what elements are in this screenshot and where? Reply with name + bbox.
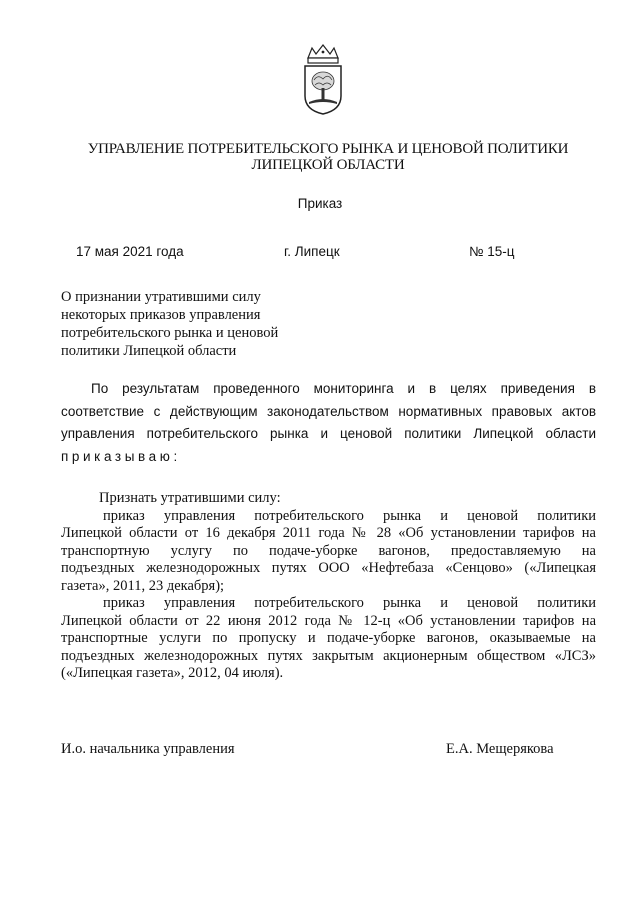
signatory-name: Е.А. Мещерякова bbox=[446, 741, 554, 757]
preamble bbox=[61, 378, 596, 468]
document-city: г. Липецк bbox=[284, 244, 340, 259]
order-item-line: приказ управления потребительского рынка и ценовой политики bbox=[103, 595, 596, 611]
document-type: Приказ bbox=[297, 196, 343, 211]
order-item-line: Липецкой области от 22 июня 2012 года № 12-ц «Об установлении тарифов на bbox=[61, 612, 596, 629]
order-item-line: транспортные услуги по пропуску и подаче-уборке вагонов, оказываемые на bbox=[61, 630, 596, 646]
subject-line: некоторых приказов управления bbox=[61, 307, 261, 323]
order-item-line: подъездных железнодорожных путях ООО «Нефтебаза «Сенцово» («Липецкая bbox=[61, 560, 596, 576]
organization-name: УПРАВЛЕНИЕ ПОТРЕБИТЕЛЬСКОГО РЫНКА И ЦЕНОВОЙ ПОЛИТИКИ bbox=[87, 141, 569, 157]
preamble-line: По результатам проведенного мониторинга и в целях приведения в bbox=[91, 381, 596, 396]
subject-line: политики Липецкой области bbox=[61, 343, 237, 359]
order-item-line: приказ управления потребительского рынка и ценовой политики bbox=[103, 507, 596, 524]
order-intro: Признать утратившими силу: bbox=[99, 490, 281, 506]
document-date: 17 мая 2021 года bbox=[76, 244, 184, 259]
preamble-line: соответствие с действующим законодательством нормативных правовых актов bbox=[61, 403, 596, 419]
organization-region: ЛИПЕЦКОЙ ОБЛАСТИ bbox=[251, 157, 405, 173]
document-subject bbox=[61, 288, 321, 360]
subject-line: потребительского рынка и ценовой bbox=[61, 325, 279, 341]
order-body bbox=[61, 490, 596, 683]
subject-line: О признании утратившими силу bbox=[61, 289, 261, 305]
order-item-line: подъездных железнодорожных путях закрытым акционерным обществом «ЛСЗ» bbox=[61, 647, 596, 664]
order-item-line: транспортную услугу по подаче-уборке вагонов, предоставляемую на bbox=[61, 542, 596, 559]
order-item-line: («Липецкая газета», 2012, 04 июля). bbox=[61, 665, 284, 681]
order-word: приказываю: bbox=[61, 448, 181, 464]
preamble-line: управления потребительского рынка и ценовой политики Липецкой области bbox=[61, 426, 596, 441]
document-number: № 15-ц bbox=[469, 244, 515, 259]
signatory-role: И.о. начальника управления bbox=[61, 741, 235, 757]
order-item-line: газета», 2011, 23 декабря); bbox=[61, 577, 225, 594]
order-item-line: Липецкой области от 16 декабря 2011 года № 28 «Об установлении тарифов на bbox=[61, 525, 596, 541]
coat-of-arms-icon bbox=[300, 44, 346, 116]
